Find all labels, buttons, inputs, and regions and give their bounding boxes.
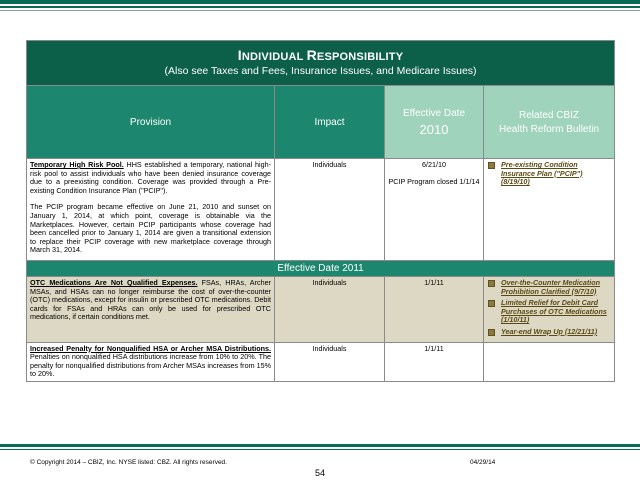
impact-cell: Individuals: [275, 342, 385, 381]
top-rule-light: [0, 10, 640, 11]
top-rule-thick: [0, 0, 640, 4]
header-related-line2: Health Reform Bulletin: [499, 123, 600, 135]
impact-cell: Individuals: [275, 277, 385, 343]
provision-text: HHS established a temporary, national high-risk pool to assist individuals who have been denied insurance coverage due to a preexisting condition. Coverage was provided through a Pre-existing Condition Insurance Plan ("PCIP").: [30, 160, 271, 195]
date-cell: [385, 159, 484, 261]
copyright-text: © Copyright 2014 – CBIZ, Inc. NYSE listed: CBZ. All rights reserved.: [30, 459, 227, 466]
related-cell: [484, 159, 615, 261]
table-subtitle: (Also see Taxes and Fees, Insurance Issues, and Medicare Issues): [164, 65, 477, 77]
impact-cell: Individuals: [275, 159, 385, 261]
provision-heading: Increased Penalty for Nonqualified HSA or Archer MSA Distributions.: [30, 343, 271, 353]
provision-heading: OTC Medications Are Not Qualified Expenses.: [30, 278, 198, 287]
table-row: [27, 342, 615, 381]
header-related-bulletin: [484, 86, 615, 159]
header-effective-year: 2010: [419, 121, 449, 137]
table-title: [27, 41, 615, 86]
bottom-rule-thin: [0, 449, 640, 450]
top-rule-thin: [0, 6, 640, 8]
table-title-main: INDIVIDUAL RESPONSIBILITY: [237, 47, 404, 63]
square-bullet-icon: [488, 300, 495, 307]
provision-cell: [27, 277, 275, 343]
table-row: [27, 277, 615, 343]
provision-text: FSAs, HRAs, Archer MSAs, and HSAs can no longer reimburse the cost of over-the-counter (OTC) medications, except for insulin or prescribed OTC medications. Debit cards for FSAs and HRAs can only be used for prescribed OTC medications, if certain conditions met.: [30, 278, 271, 322]
section-header-2011: Effective Date 2011: [27, 261, 615, 277]
provision-text: Penalties on nonqualified HSA distributions increase from 10% to 20%. The penalty for nonqualified distributions from Archer MSAs increases from 15% to 20%.: [30, 352, 271, 379]
bulletin-link[interactable]: Limited Relief for Debit Card Purchases of OTC Medications (1/10/11): [487, 299, 611, 325]
provisions-table: [26, 40, 615, 382]
footer-date: 04/29/14: [470, 459, 496, 466]
provision-text-2: The PCIP program became effective on June 21, 2010 and sunset on January 1, 2014, at which point, coverage is obtainable via the Marketplaces. However, certain PCIP participants whose coverage had been cancelled prior to January 1, 2014 are given a transitional extension to replace their PCIP coverage with new marketplace coverage through March 31, 2014.: [30, 202, 271, 255]
table-row: [27, 159, 615, 261]
bulletin-link[interactable]: Over-the-Counter Medication Prohibition Clarified (9/7/10): [487, 279, 611, 296]
bulletin-link[interactable]: Year-end Wrap Up (12/21/11): [487, 328, 611, 337]
effective-date: 6/21/10: [422, 160, 446, 169]
provision-heading: Temporary High Risk Pool.: [30, 160, 124, 169]
date-note: PCIP Program closed 1/1/14: [388, 176, 480, 186]
square-bullet-icon: [488, 280, 495, 287]
date-cell: 1/1/11: [385, 277, 484, 343]
header-effective-date: [385, 86, 484, 159]
date-cell: 1/1/11: [385, 342, 484, 381]
provision-cell: [27, 342, 275, 381]
header-related-line1: Related CBIZ: [519, 109, 580, 121]
related-cell: [484, 342, 615, 381]
page-number: 54: [314, 468, 325, 478]
bottom-rule-thick: [0, 444, 640, 447]
provision-cell: [27, 159, 275, 261]
square-bullet-icon: [488, 162, 495, 169]
bulletin-link[interactable]: Pre-existing Condition Insurance Plan ("PCIP") (8/19/10): [487, 161, 611, 187]
related-cell: [484, 277, 615, 343]
header-effective-date-label: Effective Date: [402, 107, 466, 119]
header-provision: Provision: [27, 86, 275, 159]
header-impact: Impact: [275, 86, 385, 159]
square-bullet-icon: [488, 329, 495, 336]
